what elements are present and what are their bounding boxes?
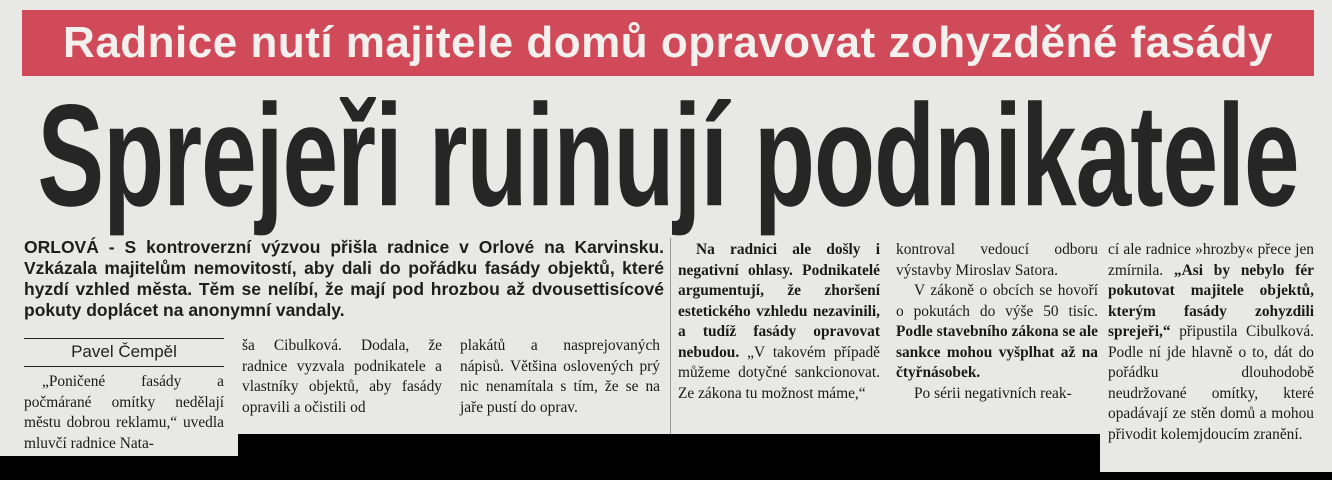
headline: Sprejeři ruinují podnikatele xyxy=(37,74,1299,238)
column-5-bold: Podle stavebního zákona se ale sankce mohou vyšplhat až na čtyřnásobek. xyxy=(896,323,1098,381)
column-6-bold: „Asi by nebylo fér pokutovat majitele objektů, kterým fasády zohyzdili sprejeři,“ xyxy=(1108,261,1315,340)
column-3 xyxy=(460,336,660,418)
column-1 xyxy=(24,372,224,454)
author-byline: Pavel Čempěl xyxy=(71,342,177,361)
column-4 xyxy=(678,240,880,404)
column-5-text-a: kontroval vedoucí odboru výstavby Miroslav Satora. xyxy=(896,241,1098,279)
scan-black-area xyxy=(238,434,1100,480)
column-6-text-a: cí ale radnice »hrozby« přece jen zmírnila. xyxy=(1108,241,1314,279)
scan-black-area-left xyxy=(0,456,238,480)
scan-black-area-right xyxy=(1100,472,1332,480)
column-5 xyxy=(896,240,1098,404)
kicker-text: Radnice nutí majitele domů opravovat zohyzděné fasády xyxy=(63,18,1273,67)
column-6-text-b: připustila Cibulková. Podle ní jde hlavně o to, dát do pořádku dlouhodobě neudržované omítky, které opadávají ze stěn domů a mohou přivodit kolemjdoucím zranění. xyxy=(1108,323,1314,443)
author-rule-top xyxy=(24,338,224,339)
column-divider xyxy=(670,238,671,434)
column-1-text: „Poničené fasády a počmárané omítky nedělají městu dobrou reklamu,“ uvedla mluvčí radnice Nata- xyxy=(24,373,224,452)
column-5-text-b: V zákoně o obcích se hovoří o pokutách do výše 50 tisíc. xyxy=(896,282,1098,320)
column-3-text: plakátů a nasprejovaných nápisů. Většina oslovených prý nic nenamítala s tím, že se na jaře pustí do oprav. xyxy=(460,337,660,416)
column-6 xyxy=(1108,240,1314,445)
lead-paragraph: ORLOVÁ - S kontroverzní výzvou přišla radnice v Orlové na Karvinsku. Vzkázala majitelům nemovitostí, aby dali do pořádku fasády objektů, které hyzdí vzhled města. Těm se nelíbí, že mají pod hrozbou až dvousettisícové pokuty doplácet na anonymní vandaly. xyxy=(24,237,664,320)
column-5-text-c: Po sérii negativních reak- xyxy=(914,384,1072,402)
column-2 xyxy=(242,336,442,418)
column-4-text: „V takovém případě můžeme dotyčné sankcionovat. Ze zákona tu možnost máme,“ xyxy=(678,343,880,402)
column-4-bold: Na radnici ale došly i negativní ohlasy. Podnikatelé argumentují, že zhoršení estetického vzhledu nezavinili, a tudíž fasády opravovat nebudou. xyxy=(678,241,880,361)
column-2-text: ša Cibulková. Dodala, že radnice vyzvala podnikatele a vlastníky objektů, aby fasády opravili a očistili od xyxy=(242,337,442,416)
author-rule-bottom xyxy=(24,366,224,367)
